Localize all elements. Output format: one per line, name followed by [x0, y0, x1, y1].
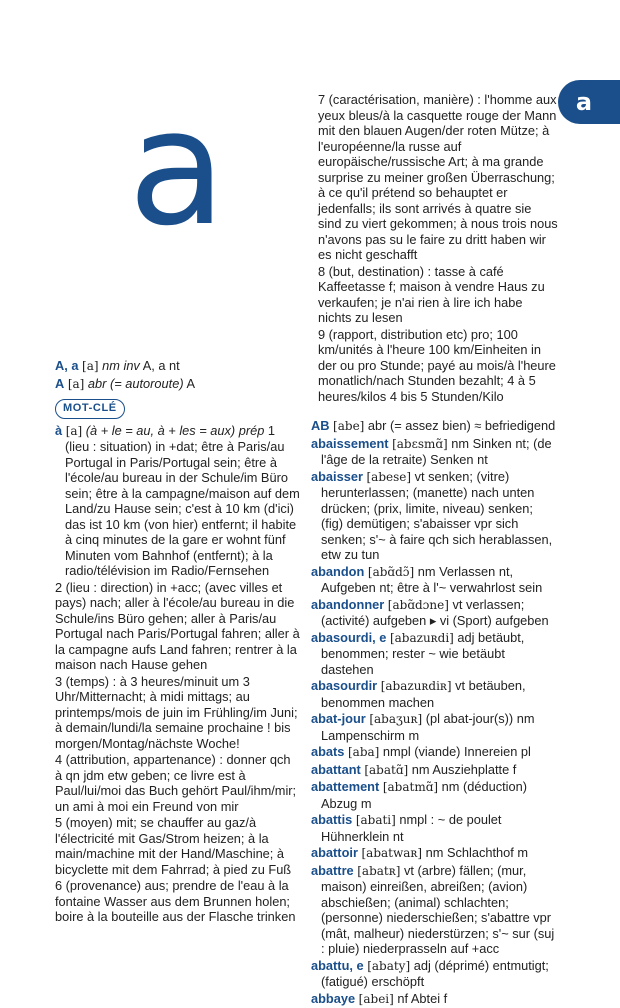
dictionary-entry [311, 744, 558, 761]
headword: abattis [311, 812, 353, 827]
pronunciation: [abati] [355, 813, 396, 827]
dictionary-entry [311, 630, 558, 678]
pronunciation: [aba] [348, 745, 380, 759]
section-big-letter: a [128, 74, 227, 261]
headword: abattu, e [311, 957, 364, 973]
translation: A [186, 375, 196, 391]
grammar: nm inv [102, 358, 140, 373]
sense-9: 9 (rapport, distribution etc) pro; 100 km/unités à l'heure 100 km/Einheiten in der ou pro Stunde; payé au mois/à l'heure monatlich/nach Stunden bezahlt; 4 à 5 heures/kilos 4 bis 5 Stunden/Kilo [318, 326, 556, 404]
definition: adj betäubt, benommen; rester ~ wie betäubt dastehen [321, 629, 525, 677]
sense-5: 5 (moyen) mit; se chauffer au gaz/à l'électricité mit Gas/Strom heizen; à la main/machine mit der Hand/Maschine; à bicyclette mit dem Fahrrad; à pied zu Fuß [55, 815, 292, 877]
headword: abats [311, 744, 345, 759]
definition: nm Verlassen nt, Aufgeben nt; être à l'~ verwahrlost sein [321, 563, 543, 595]
headword: abasourdi, e [311, 629, 387, 645]
pronunciation: [abese] [366, 469, 412, 484]
headword: abattement [311, 779, 380, 794]
headword: abandonner [311, 596, 385, 612]
pronunciation: [abaʒuʀ] [369, 712, 423, 726]
pronunciation: [abatɑ̃] [364, 762, 409, 777]
definition: abr (= assez bien) ≈ befriedigend [367, 418, 556, 433]
dictionary-entry [311, 762, 558, 779]
pronunciation: [abɑ̃dɔne] [387, 597, 449, 612]
pronunciation: [abaty] [367, 958, 411, 973]
headword: abaisser [311, 468, 363, 484]
pronunciation: [abɑ̃dɔ̃] [367, 564, 415, 579]
sense-6: 6 (provenance) aus; prendre de l'eau à la fontaine Wasser aus dem Brunnen holen; boire à la bouteille aus der Flasche trinken [55, 878, 296, 924]
headword: à [55, 422, 63, 438]
gloss: (= autoroute) [109, 375, 184, 391]
right-column-entries [311, 418, 558, 1008]
grammar: abr [87, 375, 107, 391]
headword: abattoir [311, 845, 358, 860]
sense-3: 3 (temps) : à 3 heures/minuit um 3 Uhr/Mitternacht; à midi mittags; au printemps/mois de juin im Frühling/im Juni; à demain/lundi/la semaine prochaine ! bis morgen/Montag/nächste Woche! [55, 673, 298, 751]
dictionary-entry [311, 991, 558, 1008]
definition: adj (déprimé) entmutigt; (fatigué) erschöpft [321, 957, 549, 989]
translation: A, a nt [142, 358, 180, 373]
right-column-senses [318, 92, 558, 405]
headword: abattre [311, 862, 354, 878]
definition: nm Sinken nt; (de l'âge de la retraite) Senken nt [321, 435, 552, 467]
dictionary-entry [311, 779, 558, 811]
grammar: prép [238, 422, 265, 438]
definition: nm Ausziehplatte f [411, 761, 517, 777]
forms: (à + le = au, à + les = aux) [85, 422, 236, 438]
pronunciation: [abei] [358, 991, 394, 1006]
pronunciation: [abɛsmɑ̃] [392, 436, 448, 451]
definition: vt (arbre) fällen; (mur, maison) einreißen, abreißen; (avion) abschießen; (animal) schlachten; (personne) niederschießen; s'abattre vpr (mât, malheur) niederstürzen; s'~ sur (suj : pluie) niederprasseln auf +acc [321, 862, 555, 956]
definition: nm Schlachthof m [425, 845, 529, 860]
sense-4: 4 (attribution, appartenance) : donner qch à qn jdm etw geben; ce livre est à Paul/lui/moi das Buch gehört Paul/ihm/mir; un ami à moi ein Freund von mir [55, 752, 297, 814]
dictionary-entry [311, 436, 558, 468]
headword: abattant [311, 761, 361, 777]
dictionary-entry [311, 812, 558, 844]
mot-cle-badge: MOT-CLÉ [55, 399, 125, 419]
dictionary-entry [311, 678, 558, 710]
sense-7: 7 (caractérisation, manière) : l'homme aux yeux bleus/à la casquette rouge der Mann mit den blauen Augen/der roten Mütze; à l'européenne/la russe auf europäische/russische Art; à ma grande surprise zu meiner großen Überraschung; à ce qu'il prétend so behauptet er jedenfalls; ils sont arrivés à quatre sie sind zu viert gekommen; à nous trois nous n'avons pas su le faire zu dritt haben wir es nicht geschafft [318, 92, 558, 262]
pronunciation: [abazuʀdi] [389, 630, 454, 645]
definition: nmpl (viande) Innereien pl [382, 744, 531, 759]
headword: A [55, 375, 65, 391]
pronunciation: [abazuʀdiʀ] [380, 679, 452, 693]
dictionary-entry [311, 564, 558, 596]
sense-8: 8 (but, destination) : tasse à café Kaffeetasse f; maison à vendre Haus zu verkaufen; je n'ai rien à lire ich habe nichts zu lesen [318, 263, 545, 325]
definition: (pl abat-jour(s)) nm Lampenschirm m [321, 711, 535, 743]
sense-2: 2 (lieu : direction) in +acc; (avec villes et pays) nach; aller à l'école/au bureau in die Schule/ins Büro gehen; aller à Paris/au Portugal nach Paris/Portugal fahren; aller à la campagne aufs Land fahren; rentrer à la maison nach Hause gehen [55, 579, 300, 672]
pronunciation: [a] [65, 423, 83, 438]
definition: nm (déduction) Abzug m [321, 779, 527, 811]
definition: vt betäuben, benommen machen [321, 678, 526, 710]
headword: abaissement [311, 435, 389, 451]
definition: nmpl : ~ de poulet Hühnerklein nt [321, 812, 502, 844]
dictionary-entry [311, 711, 558, 743]
left-column [55, 358, 300, 926]
dictionary-entry [311, 863, 558, 957]
dictionary-entry [311, 845, 558, 862]
sense-1: 1 (lieu : situation) in +dat; être à Paris/au Portugal in Paris/Portugal sein; être à l'école/au bureau in der Schule/im Büro sein; être à la campagne/maison auf dem Land/zu Hause sein; c'est à 10 km (d'ici) das ist 10 km (von hier) entfernt; il habite à cinq minutes de la gare er wohnt fünf Minuten vom Bahnhof (entfernt); à la radio/télévision im Radio/Fernsehen [65, 422, 300, 578]
pronunciation: [a] [67, 376, 85, 391]
pronunciation: [abatwaʀ] [361, 846, 423, 860]
entry-a-abbr [55, 376, 300, 393]
definition: vt senken; (vitre) herunterlassen; (manette) nach unten drücken; (prix, limite, niveau) senken; (fig) demütigen; s'abaisser vpr sich senken; s'~ à faire qch sich herablassen, etw zu tun [321, 468, 553, 562]
definition: vt verlassen; (activité) aufgeben ▸ vi (Sport) aufgeben [321, 596, 549, 628]
dictionary-entry [311, 597, 558, 629]
entry-a-prep [55, 423, 300, 579]
dictionary-entry [311, 469, 558, 563]
pronunciation: [abatmɑ̃] [382, 780, 439, 794]
headword: abat-jour [311, 711, 366, 726]
definition: nf Abtei f [397, 990, 448, 1006]
dictionary-entry [311, 418, 558, 435]
pronunciation: [abatʀ] [357, 863, 401, 878]
headword: AB [311, 418, 330, 433]
headword: abandon [311, 563, 365, 579]
pronunciation: [abe] [333, 419, 365, 433]
entry-a-letter [55, 358, 300, 375]
dictionary-entry [311, 958, 558, 990]
pronunciation: [a] [82, 359, 99, 373]
thumb-index-tab: a [558, 80, 620, 124]
headword: A, a [55, 358, 79, 373]
headword: abasourdir [311, 678, 378, 693]
headword: abbaye [311, 990, 356, 1006]
